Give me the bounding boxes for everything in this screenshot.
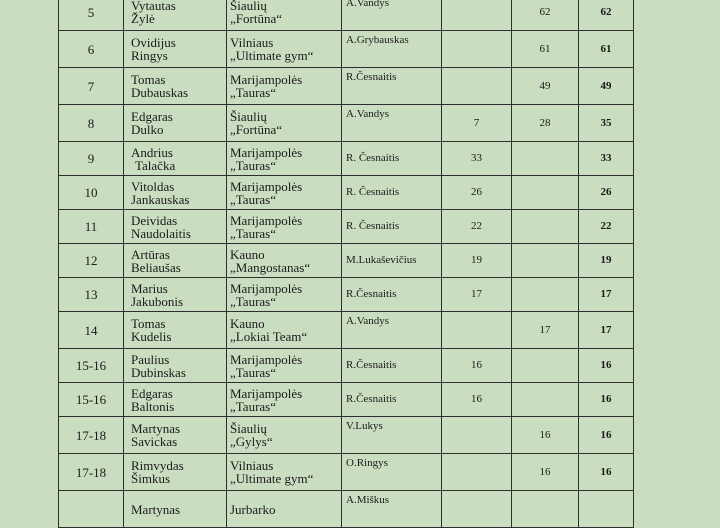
total-points-cell: 16: [579, 383, 634, 417]
club-city: Marijampolės: [230, 280, 303, 296]
club-name: „Fortūna“: [230, 122, 282, 137]
place-cell: 17-18: [59, 454, 124, 491]
club-cell: [227, 142, 342, 176]
place-cell: 13: [59, 278, 124, 312]
athlete-last-name: Šimkus: [131, 471, 171, 486]
points-stage-2-cell: [512, 349, 579, 383]
club-name: „Tauras“: [230, 293, 277, 309]
athlete-first-name: Rimvydas: [131, 458, 184, 473]
athlete-last-name: Talačka: [135, 157, 176, 173]
club-cell: [227, 383, 342, 417]
table-row: [59, 244, 634, 278]
points-stage-2-cell: 62: [512, 0, 579, 31]
points-stage-2-cell: 17: [512, 312, 579, 349]
points-stage-2-cell: [512, 491, 579, 528]
club-cell: [227, 312, 342, 349]
club-city: Kauno: [230, 246, 265, 262]
points-stage-1-cell: [442, 312, 512, 349]
coach-cell: R. Česnaitis: [342, 142, 442, 176]
coach-cell: A.Vandys: [342, 0, 442, 31]
points-stage-1-cell: 22: [442, 210, 512, 244]
coach-cell: V.Lukys: [342, 417, 442, 454]
points-stage-2-cell: [512, 176, 579, 210]
athlete-last-name: Naudolaitis: [131, 225, 191, 241]
athlete-last-name: Beliaušas: [131, 259, 181, 275]
athlete-first-name: Vitoldas: [131, 178, 175, 194]
athlete-name-cell: [124, 278, 227, 312]
club-cell: [227, 68, 342, 105]
place-cell: 14: [59, 312, 124, 349]
athlete-name-cell: [124, 176, 227, 210]
points-stage-1-cell: 7: [442, 105, 512, 142]
club-name: „Ultimate gym“: [230, 48, 314, 63]
athlete-name-cell: [124, 244, 227, 278]
athlete-last-name: Jankauskas: [131, 191, 190, 207]
club-name: „Ultimate gym“: [230, 471, 314, 486]
place-cell: [59, 491, 124, 528]
athlete-name-cell: [124, 210, 227, 244]
club-city: Kauno: [230, 316, 265, 331]
place-cell: 6: [59, 31, 124, 68]
athlete-first-name: Paulius: [131, 351, 170, 367]
total-points-cell: 35: [579, 105, 634, 142]
table-row: [59, 31, 634, 68]
athlete-name-cell: [124, 417, 227, 454]
table-row: [59, 68, 634, 105]
athlete-last-name: Dulko: [131, 122, 164, 137]
club-city: Marijampolės: [230, 385, 303, 401]
athlete-name-cell: [124, 491, 227, 528]
place-cell: 5: [59, 0, 124, 31]
athlete-name-cell: [124, 349, 227, 383]
coach-cell: A.Vandys: [342, 312, 442, 349]
club-name: „Mangostanas“: [230, 259, 311, 275]
athlete-first-name: Edgaras: [131, 109, 173, 124]
points-stage-2-cell: [512, 210, 579, 244]
athlete-first-name: Artūras: [131, 246, 170, 262]
total-points-cell: [579, 491, 634, 528]
total-points-cell: 16: [579, 349, 634, 383]
club-name: „Tauras“: [230, 85, 277, 100]
club-name: „Tauras“: [230, 225, 277, 241]
table-row: [59, 278, 634, 312]
results-table-wrapper: [58, 0, 633, 528]
athlete-first-name: Marius: [131, 280, 168, 296]
coach-cell: R. Česnaitis: [342, 210, 442, 244]
total-points-cell: 62: [579, 0, 634, 31]
coach-cell: A.Grybauskas: [342, 31, 442, 68]
club-city: Šiaulių: [230, 109, 267, 124]
points-stage-2-cell: 61: [512, 31, 579, 68]
table-row: [59, 176, 634, 210]
club-city: Marijampolės: [230, 144, 303, 160]
club-city: Marijampolės: [230, 212, 303, 228]
coach-cell: R.Česnaitis: [342, 278, 442, 312]
points-stage-1-cell: [442, 454, 512, 491]
athlete-first-name: Vytautas: [131, 0, 176, 13]
total-points-cell: 16: [579, 417, 634, 454]
club-cell: [227, 491, 342, 528]
club-cell: [227, 278, 342, 312]
athlete-name-cell: [124, 383, 227, 417]
table-row: [59, 105, 634, 142]
table-row: [59, 417, 634, 454]
points-stage-2-cell: 49: [512, 68, 579, 105]
points-stage-1-cell: 26: [442, 176, 512, 210]
points-stage-1-cell: [442, 491, 512, 528]
athlete-first-name: Martynas: [131, 501, 181, 517]
points-stage-2-cell: 16: [512, 454, 579, 491]
athlete-name-cell: [124, 312, 227, 349]
total-points-cell: 17: [579, 312, 634, 349]
points-stage-1-cell: [442, 417, 512, 454]
club-city: Jurbarko: [230, 501, 276, 517]
athlete-name-cell: [124, 68, 227, 105]
club-city: Šiaulių: [230, 421, 267, 436]
place-cell: 10: [59, 176, 124, 210]
points-stage-2-cell: 28: [512, 105, 579, 142]
club-cell: [227, 349, 342, 383]
table-row: [59, 210, 634, 244]
table-row: [59, 491, 634, 528]
table-row: [59, 349, 634, 383]
total-points-cell: 49: [579, 68, 634, 105]
athlete-last-name: Baltonis: [131, 398, 175, 414]
total-points-cell: 33: [579, 142, 634, 176]
total-points-cell: 19: [579, 244, 634, 278]
athlete-name-cell: [124, 454, 227, 491]
results-table: [58, 0, 634, 528]
athlete-first-name: Tomas: [131, 316, 166, 331]
club-city: Šiaulių: [230, 0, 267, 13]
total-points-cell: 26: [579, 176, 634, 210]
club-cell: [227, 176, 342, 210]
athlete-name-cell: [124, 142, 227, 176]
club-city: Marijampolės: [230, 351, 303, 367]
table-row: [59, 383, 634, 417]
club-name: „Fortūna“: [230, 11, 282, 26]
table-row: [59, 0, 634, 31]
club-cell: [227, 31, 342, 68]
place-cell: 7: [59, 68, 124, 105]
athlete-first-name: Martynas: [131, 421, 181, 436]
coach-cell: R.Česnaitis: [342, 68, 442, 105]
club-cell: [227, 244, 342, 278]
athlete-name-cell: [124, 105, 227, 142]
club-name: „Tauras“: [230, 157, 277, 173]
coach-cell: R.Česnaitis: [342, 383, 442, 417]
athlete-last-name: Savickas: [131, 434, 178, 449]
table-row: [59, 312, 634, 349]
place-cell: 9: [59, 142, 124, 176]
points-stage-1-cell: [442, 0, 512, 31]
club-cell: [227, 0, 342, 31]
points-stage-2-cell: [512, 142, 579, 176]
club-cell: [227, 105, 342, 142]
coach-cell: O.Ringys: [342, 454, 442, 491]
athlete-last-name: Dubauskas: [131, 85, 189, 100]
place-cell: 17-18: [59, 417, 124, 454]
points-stage-1-cell: 16: [442, 349, 512, 383]
points-stage-1-cell: 33: [442, 142, 512, 176]
athlete-last-name: Žylė: [131, 11, 155, 26]
total-points-cell: 22: [579, 210, 634, 244]
results-table-body: [59, 0, 634, 528]
points-stage-2-cell: 16: [512, 417, 579, 454]
place-cell: 8: [59, 105, 124, 142]
points-stage-1-cell: 17: [442, 278, 512, 312]
club-city: Vilniaus: [230, 35, 274, 50]
place-cell: 12: [59, 244, 124, 278]
athlete-name-cell: [124, 31, 227, 68]
points-stage-2-cell: [512, 244, 579, 278]
athlete-first-name: Tomas: [131, 72, 166, 87]
place-cell: 15-16: [59, 383, 124, 417]
total-points-cell: 61: [579, 31, 634, 68]
total-points-cell: 16: [579, 454, 634, 491]
club-cell: [227, 210, 342, 244]
club-name: „Tauras“: [230, 398, 277, 414]
place-cell: 15-16: [59, 349, 124, 383]
coach-cell: M.Lukaševičius: [342, 244, 442, 278]
table-row: [59, 454, 634, 491]
athlete-first-name: Ovidijus: [131, 35, 176, 50]
place-cell: 11: [59, 210, 124, 244]
athlete-last-name: Kudelis: [131, 329, 172, 344]
athlete-first-name: Andrius: [131, 144, 173, 160]
points-stage-1-cell: 16: [442, 383, 512, 417]
club-name: „Tauras“: [230, 364, 277, 380]
club-city: Marijampolės: [230, 178, 303, 194]
club-city: Vilniaus: [230, 458, 274, 473]
club-city: Marijampolės: [230, 72, 303, 87]
coach-cell: A.Vandys: [342, 105, 442, 142]
club-name: „Lokiai Team“: [230, 329, 308, 344]
athlete-last-name: Dubinskas: [131, 364, 186, 380]
points-stage-1-cell: [442, 31, 512, 68]
coach-cell: R. Česnaitis: [342, 176, 442, 210]
points-stage-1-cell: [442, 68, 512, 105]
table-row: [59, 142, 634, 176]
athlete-first-name: Edgaras: [131, 385, 173, 401]
club-cell: [227, 417, 342, 454]
coach-cell: R.Česnaitis: [342, 349, 442, 383]
athlete-first-name: Deividas: [131, 212, 178, 228]
points-stage-1-cell: 19: [442, 244, 512, 278]
total-points-cell: 17: [579, 278, 634, 312]
points-stage-2-cell: [512, 278, 579, 312]
coach-cell: A.Miškus: [342, 491, 442, 528]
athlete-last-name: Jakubonis: [131, 293, 183, 309]
athlete-name-cell: [124, 0, 227, 31]
club-name: „Gylys“: [230, 434, 273, 449]
athlete-last-name: Ringys: [131, 48, 168, 63]
club-name: „Tauras“: [230, 191, 277, 207]
points-stage-2-cell: [512, 383, 579, 417]
club-cell: [227, 454, 342, 491]
